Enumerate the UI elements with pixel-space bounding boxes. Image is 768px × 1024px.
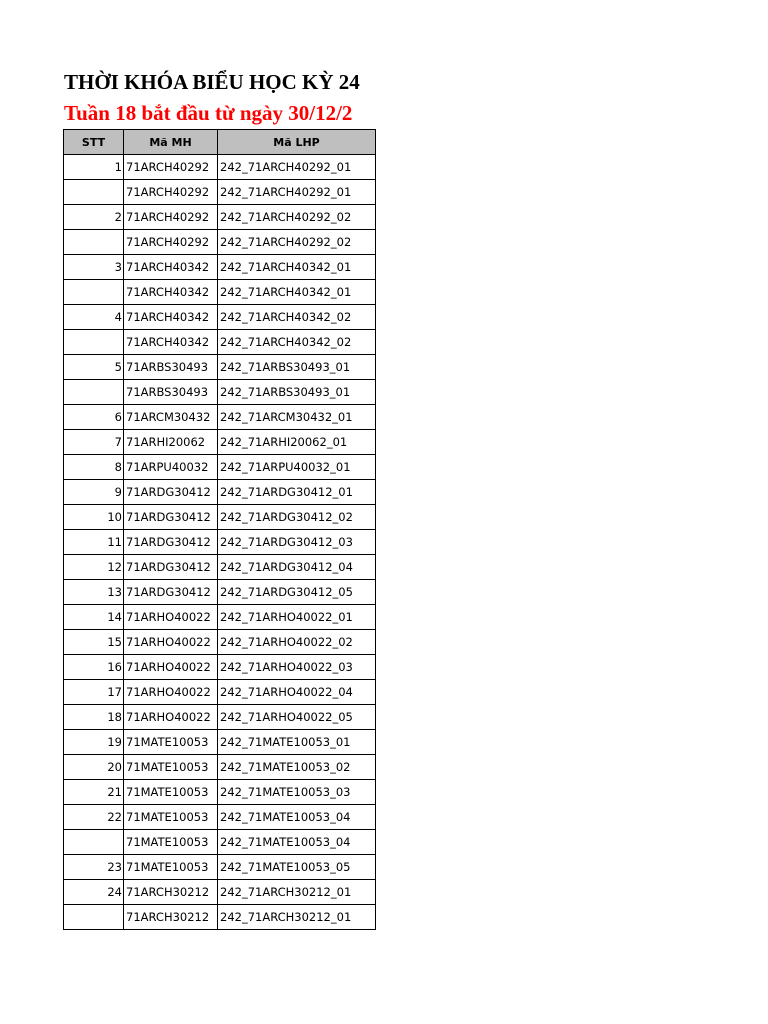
table-row — [64, 630, 376, 655]
stt-cell: 19 — [64, 730, 124, 755]
table-row — [64, 880, 376, 905]
stt-cell: 16 — [64, 655, 124, 680]
stt-cell — [64, 830, 124, 855]
stt-cell: 12 — [64, 555, 124, 580]
table-row — [64, 905, 376, 930]
table-row — [64, 805, 376, 830]
stt-cell: 20 — [64, 755, 124, 780]
ma-lhp-cell: 242_71MATE10053_04 — [218, 830, 376, 855]
ma-lhp-cell: 242_71ARCH40342_01 — [218, 255, 376, 280]
ma-mh-cell: 71ARCH40292 — [124, 230, 218, 255]
ma-lhp-cell: 242_71ARDG30412_04 — [218, 555, 376, 580]
table-row — [64, 405, 376, 430]
timetable — [63, 129, 376, 930]
stt-cell: 3 — [64, 255, 124, 280]
week-subtitle: Tuần 18 bắt đầu từ ngày 30/12/2 — [64, 101, 353, 125]
ma-mh-cell: 71ARCH40342 — [124, 305, 218, 330]
ma-mh-cell: 71ARDG30412 — [124, 580, 218, 605]
table-row — [64, 780, 376, 805]
stt-cell: 13 — [64, 580, 124, 605]
ma-lhp-cell: 242_71ARCH40292_01 — [218, 180, 376, 205]
stt-cell — [64, 180, 124, 205]
ma-mh-cell: 71MATE10053 — [124, 805, 218, 830]
ma-lhp-cell: 242_71ARCH30212_01 — [218, 905, 376, 930]
table-row — [64, 705, 376, 730]
stt-cell — [64, 330, 124, 355]
ma-lhp-cell: 242_71ARCH40292_01 — [218, 155, 376, 180]
ma-lhp-cell: 242_71ARHI20062_01 — [218, 430, 376, 455]
table-body — [64, 155, 376, 930]
ma-mh-cell: 71MATE10053 — [124, 755, 218, 780]
stt-cell — [64, 380, 124, 405]
ma-mh-cell: 71ARCH40292 — [124, 180, 218, 205]
ma-mh-cell: 71ARBS30493 — [124, 380, 218, 405]
page-title: THỜI KHÓA BIỂU HỌC KỲ 24 — [64, 70, 360, 94]
ma-mh-cell: 71ARHO40022 — [124, 680, 218, 705]
stt-cell — [64, 230, 124, 255]
ma-lhp-cell: 242_71ARHO40022_05 — [218, 705, 376, 730]
ma-mh-cell: 71MATE10053 — [124, 730, 218, 755]
ma-lhp-cell: 242_71MATE10053_04 — [218, 805, 376, 830]
ma-lhp-cell: 242_71MATE10053_02 — [218, 755, 376, 780]
ma-lhp-cell: 242_71MATE10053_05 — [218, 855, 376, 880]
ma-lhp-cell: 242_71ARDG30412_03 — [218, 530, 376, 555]
ma-lhp-cell: 242_71ARDG30412_05 — [218, 580, 376, 605]
stt-cell — [64, 280, 124, 305]
table-row — [64, 505, 376, 530]
table-row — [64, 330, 376, 355]
ma-mh-cell: 71ARPU40032 — [124, 455, 218, 480]
ma-lhp-cell: 242_71ARBS30493_01 — [218, 380, 376, 405]
table-row — [64, 205, 376, 230]
ma-lhp-cell: 242_71ARDG30412_02 — [218, 505, 376, 530]
stt-cell: 21 — [64, 780, 124, 805]
column-header-ma-lhp: Mã LHP — [218, 130, 376, 155]
stt-cell: 22 — [64, 805, 124, 830]
ma-lhp-cell: 242_71ARCM30432_01 — [218, 405, 376, 430]
ma-lhp-cell: 242_71ARHO40022_01 — [218, 605, 376, 630]
ma-lhp-cell: 242_71ARCH40292_02 — [218, 230, 376, 255]
ma-mh-cell: 71ARDG30412 — [124, 555, 218, 580]
table-row — [64, 605, 376, 630]
ma-mh-cell: 71ARHI20062 — [124, 430, 218, 455]
table-row — [64, 555, 376, 580]
column-header-stt: STT — [64, 130, 124, 155]
ma-lhp-cell: 242_71ARHO40022_04 — [218, 680, 376, 705]
ma-lhp-cell: 242_71ARPU40032_01 — [218, 455, 376, 480]
table-row — [64, 580, 376, 605]
ma-mh-cell: 71ARCH40342 — [124, 255, 218, 280]
ma-mh-cell: 71ARCM30432 — [124, 405, 218, 430]
table-row — [64, 530, 376, 555]
stt-cell: 24 — [64, 880, 124, 905]
stt-cell: 2 — [64, 205, 124, 230]
table-row — [64, 230, 376, 255]
ma-lhp-cell: 242_71ARCH40342_02 — [218, 330, 376, 355]
ma-mh-cell: 71ARCH40292 — [124, 205, 218, 230]
column-header-ma-mh: Mã MH — [124, 130, 218, 155]
table-row — [64, 855, 376, 880]
table-row — [64, 755, 376, 780]
ma-mh-cell: 71MATE10053 — [124, 830, 218, 855]
ma-lhp-cell: 242_71ARCH40342_01 — [218, 280, 376, 305]
stt-cell: 15 — [64, 630, 124, 655]
stt-cell: 14 — [64, 605, 124, 630]
ma-mh-cell: 71ARDG30412 — [124, 480, 218, 505]
stt-cell: 7 — [64, 430, 124, 455]
stt-cell: 17 — [64, 680, 124, 705]
stt-cell: 1 — [64, 155, 124, 180]
table-row — [64, 480, 376, 505]
table-row — [64, 255, 376, 280]
ma-lhp-cell: 242_71ARDG30412_01 — [218, 480, 376, 505]
ma-mh-cell: 71ARCH30212 — [124, 880, 218, 905]
stt-cell: 8 — [64, 455, 124, 480]
header-row — [64, 130, 376, 155]
ma-mh-cell: 71ARBS30493 — [124, 355, 218, 380]
table-row — [64, 180, 376, 205]
ma-mh-cell: 71ARHO40022 — [124, 630, 218, 655]
ma-lhp-cell: 242_71ARCH40342_02 — [218, 305, 376, 330]
ma-lhp-cell: 242_71ARHO40022_02 — [218, 630, 376, 655]
table-row — [64, 680, 376, 705]
table-row — [64, 155, 376, 180]
stt-cell: 4 — [64, 305, 124, 330]
ma-lhp-cell: 242_71ARHO40022_03 — [218, 655, 376, 680]
stt-cell: 9 — [64, 480, 124, 505]
ma-lhp-cell: 242_71MATE10053_01 — [218, 730, 376, 755]
ma-lhp-cell: 242_71ARCH30212_01 — [218, 880, 376, 905]
stt-cell: 6 — [64, 405, 124, 430]
stt-cell: 18 — [64, 705, 124, 730]
table-row — [64, 380, 376, 405]
table-row — [64, 655, 376, 680]
ma-lhp-cell: 242_71ARCH40292_02 — [218, 205, 376, 230]
ma-lhp-cell: 242_71MATE10053_03 — [218, 780, 376, 805]
stt-cell: 10 — [64, 505, 124, 530]
table-row — [64, 280, 376, 305]
ma-mh-cell: 71ARCH40342 — [124, 330, 218, 355]
stt-cell: 11 — [64, 530, 124, 555]
table-row — [64, 830, 376, 855]
table-row — [64, 455, 376, 480]
ma-mh-cell: 71MATE10053 — [124, 780, 218, 805]
table-row — [64, 730, 376, 755]
ma-mh-cell: 71ARDG30412 — [124, 505, 218, 530]
ma-mh-cell: 71MATE10053 — [124, 855, 218, 880]
ma-lhp-cell: 242_71ARBS30493_01 — [218, 355, 376, 380]
ma-mh-cell: 71ARCH40292 — [124, 155, 218, 180]
stt-cell: 23 — [64, 855, 124, 880]
ma-mh-cell: 71ARHO40022 — [124, 655, 218, 680]
ma-mh-cell: 71ARCH30212 — [124, 905, 218, 930]
ma-mh-cell: 71ARDG30412 — [124, 530, 218, 555]
stt-cell: 5 — [64, 355, 124, 380]
ma-mh-cell: 71ARCH40342 — [124, 280, 218, 305]
stt-cell — [64, 905, 124, 930]
table-row — [64, 430, 376, 455]
ma-mh-cell: 71ARHO40022 — [124, 705, 218, 730]
ma-mh-cell: 71ARHO40022 — [124, 605, 218, 630]
table-row — [64, 355, 376, 380]
table-row — [64, 305, 376, 330]
